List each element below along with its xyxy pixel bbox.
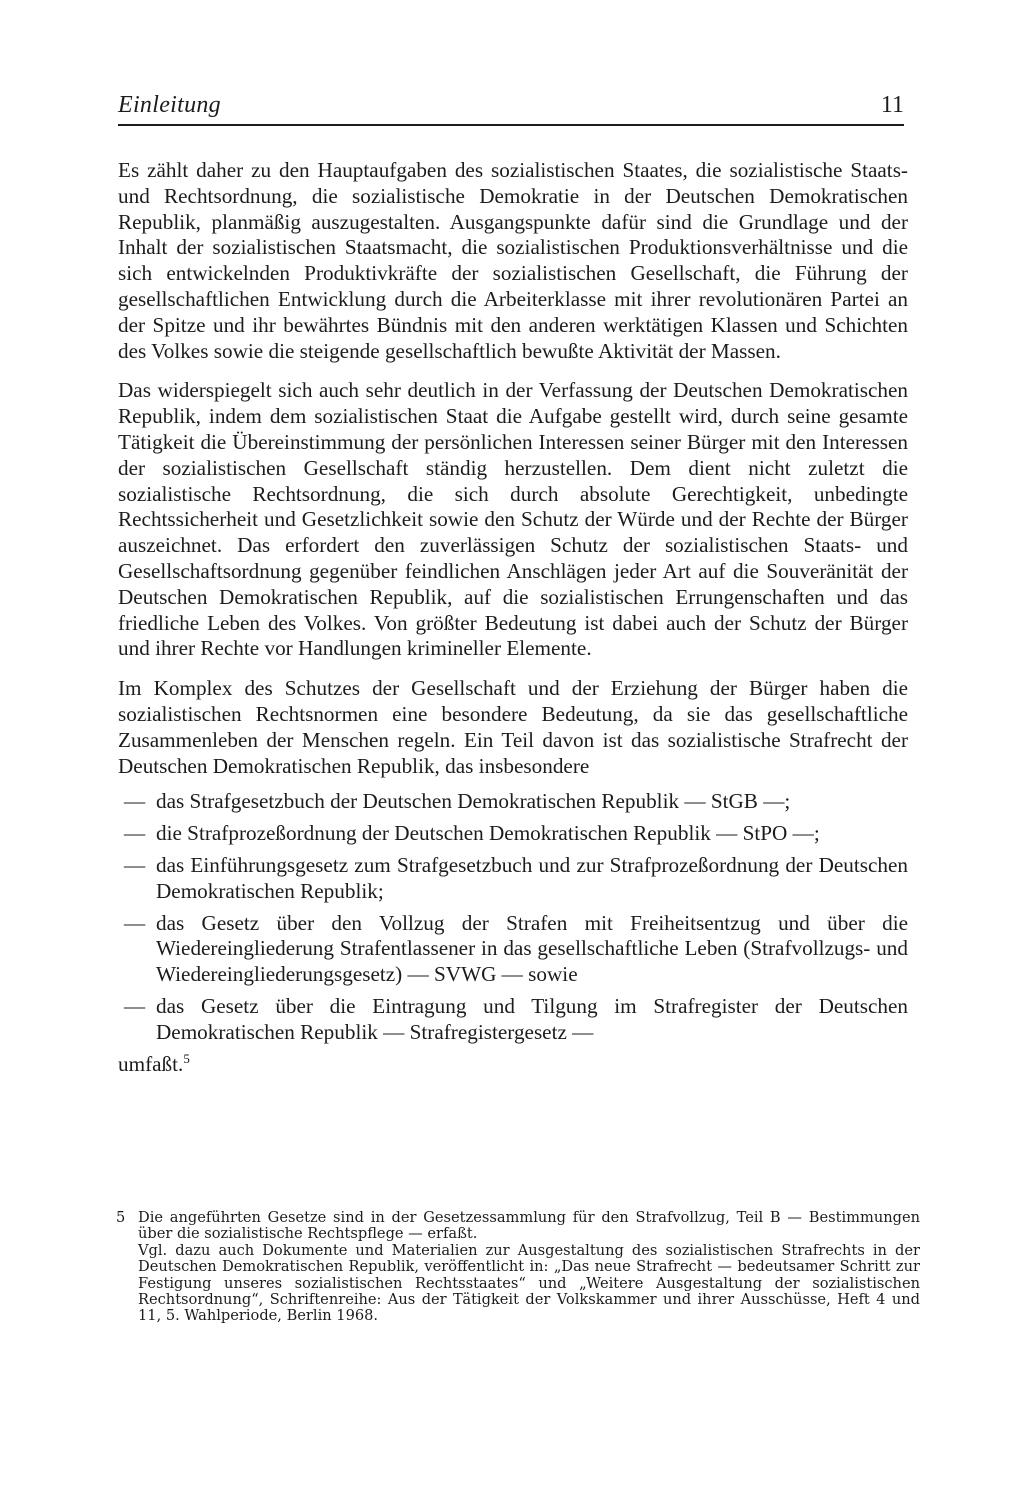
footnote-reference[interactable]: 5 [183, 1050, 190, 1066]
footnote [116, 1209, 920, 1325]
body-text [118, 158, 908, 1077]
list-item-text: das Strafgesetzbuch der Deutschen Demokratischen Republik — StGB —; [156, 789, 791, 814]
page-number: 11 [880, 92, 904, 118]
list-item [118, 853, 908, 905]
list-item-text: das Gesetz über die Eintragung und Tilgung im Strafregister der Deutschen Demokratischen Republik — Strafregistergesetz — [156, 993, 908, 1044]
dash-bullet: — [124, 789, 146, 814]
footnote-number: 5 [116, 1209, 126, 1226]
paragraph: Es zählt daher zu den Hauptaufgaben des sozialistischen Staates, die sozialistische Staats- und Rechtsordnung, die sozialistische Demokratie in der Deutschen Demokratischen Republik, planmäßig auszugestalten. Ausgangspunkte dafür sind die Grundlage und der Inhalt der sozialistischen Staatsmacht, die sozialistischen Produktionsverhältnisse und die sich entwickelnden Produktivkräfte der sozialistischen Gesellschaft, die Führung der gesellschaftlichen Entwicklung durch die Arbeiterklasse mit ihrer revolutionären Partei an der Spitze und ihr bewährtes Bündnis mit den anderen werktätigen Klassen und Schichten des Volkes sowie die steigende gesellschaftlich bewußte Aktivität der Massen. [118, 158, 908, 363]
list-item [118, 789, 908, 815]
list-item-text: das Einführungsgesetz zum Strafgesetzbuch und zur Strafprozeßordnung der Deutschen Demokratischen Republik; [156, 852, 908, 903]
closing-text: umfaßt. [118, 1051, 184, 1076]
running-header [118, 92, 904, 126]
section-title: Einleitung [118, 92, 221, 118]
dash-bullet: — [124, 852, 146, 877]
footnote-text: Vgl. dazu auch Dokumente und Materialien zur Ausgestaltung des sozialistischen Strafrechts in der Deutschen Demokratischen Republik, veröffentlicht in: „Das neue Strafrecht — bedeutsamer Schritt zur Festigung unseres sozialistischen Rechtsstaates“ und „Weitere Ausgestaltung der sozialistischen Rechtsordnung“, Schriftenreihe: Aus der Tätigkeit der Volkskammer und ihrer Ausschüsse, Heft 4 und 11, 5. Wahlperiode, Berlin 1968. [138, 1241, 920, 1325]
list-item [118, 821, 908, 847]
list-item-text: das Gesetz über den Vollzug der Strafen mit Freiheitsentzug und über die Wiedereingliederung Strafentlassener in das gesellschaftliche Leben (Strafvollzugs- und Wiedereingliederungsgesetz) — SVWG — sowie [156, 910, 908, 987]
footnote-text: Die angeführten Gesetze sind in der Gesetzessammlung für den Strafvollzug, Teil B — Bestimmungen über die sozialistische Rechtspflege — erfaßt. [138, 1209, 920, 1243]
paragraph: Im Komplex des Schutzes der Gesellschaft und der Erziehung der Bürger haben die sozialistischen Rechtsnormen eine besondere Bedeutung, da sie das gesellschaftliche Zusammenleben der Menschen regeln. Ein Teil davon ist das sozialistische Strafrecht der Deutschen Demokratischen Republik, das insbesondere [118, 676, 908, 778]
list-item-text: die Strafprozeßordnung der Deutschen Demokratischen Republik — StPO —; [156, 821, 820, 846]
paragraph: Das widerspiegelt sich auch sehr deutlich in der Verfassung der Deutschen Demokratischen Republik, indem dem sozialistischen Staat die Aufgabe gestellt wird, durch seine gesamte Tätigkeit die Übereinstimmung der persönlichen Interessen seiner Bürger mit den Interessen der sozialistischen Gesellschaft ständig herzustellen. Dem dient nicht zuletzt die sozialistische Rechtsordnung, die sich durch absolute Gerechtigkeit, unbedingte Rechtssicherheit und Gesetzlichkeit sowie den Schutz der Würde und der Rechte der Bürger auszeichnet. Das erfordert den zuverlässigen Schutz der sozialistischen Staats- und Gesellschaftsordnung gegenüber feindlichen Anschlägen jeder Art auf die Souveränität der Deutschen Demokratischen Republik, auf die sozialistischen Errungenschaften und das friedliche Leben des Volkes. Von größter Bedeutung ist dabei auch der Schutz der Bürger und ihrer Rechte vor Handlungen krimineller Elemente. [118, 378, 908, 661]
dash-bullet: — [124, 821, 146, 846]
closing-line [118, 1052, 908, 1078]
dash-bullet: — [124, 910, 146, 935]
law-list [118, 789, 908, 1045]
dash-bullet: — [124, 993, 146, 1018]
list-item [118, 994, 908, 1046]
list-item [118, 911, 908, 988]
